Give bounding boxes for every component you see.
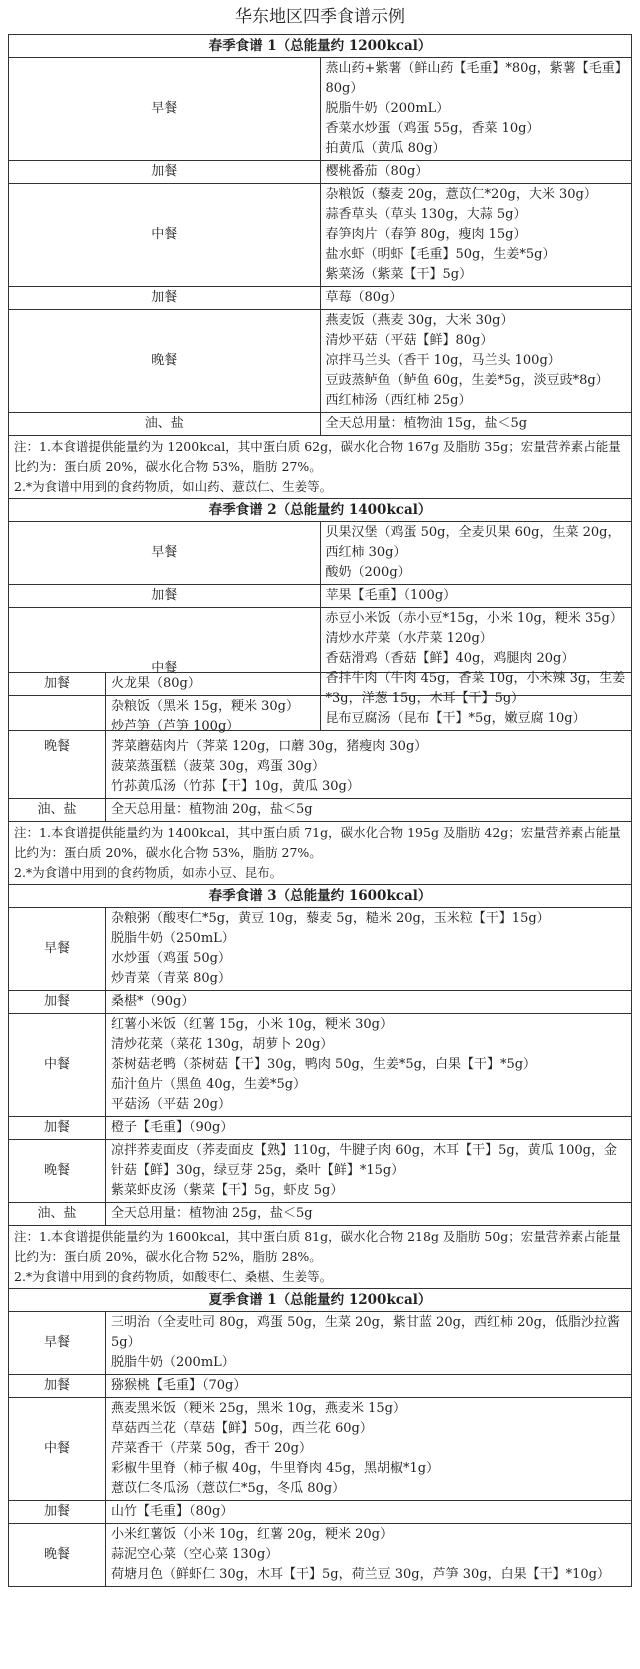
dish-item: 杂粮粥（酸枣仁*5g，黄豆 10g，藜麦 5g，糙米 20g，玉米粒【干】15g） (111, 911, 550, 926)
meal-label: 早餐 (9, 1312, 106, 1375)
meal-label: 油、盐 (9, 413, 321, 436)
dish-item: 全天总用量：植物油 15g，盐＜5g (325, 416, 528, 431)
dish-item: 薏苡仁冬瓜汤（薏苡仁*5g，冬瓜 80g） (111, 1481, 346, 1496)
meal-items (106, 1524, 632, 1587)
meal-items (320, 585, 632, 608)
dish-item: 贝果汉堡（鸡蛋 50g，全麦贝果 60g，生菜 20g，西红柿 30g） (325, 525, 621, 560)
meal-row (9, 696, 632, 799)
dish-item: 西红柿汤（西红柿 25g） (325, 393, 472, 408)
dish-item: 豆豉蒸鲈鱼（鲈鱼 60g，生姜*5g，淡豆豉*8g） (325, 373, 609, 388)
meal-row (9, 1524, 632, 1587)
dish-item: 昆布豆腐汤（昆布【干】*5g，嫩豆腐 10g） (325, 711, 586, 726)
dish-item: 香菇滑鸡（香菇【鲜】40g，鸡腿肉 20g） (325, 651, 575, 666)
dish-item: 全天总用量：植物油 25g，盐＜5g (111, 1206, 313, 1221)
dish-item: 彩椒牛里脊（柿子椒 40g，牛里脊肉 45g，黑胡椒*1g） (111, 1461, 440, 1476)
meal-label: 中餐 (9, 1398, 106, 1501)
menu-table-1 (8, 34, 632, 731)
meal-items (106, 1312, 632, 1375)
dish-item: 火龙果（80g） (111, 676, 201, 691)
note-row (9, 436, 632, 499)
meal-row (9, 673, 632, 696)
dish-item: 春笋肉片（春笋 80g，瘦肉 15g） (325, 227, 527, 242)
meal-items (106, 908, 632, 991)
note-line: 2.*为食谱中用到的食药物质，如酸枣仁、桑椹、生姜等。 (14, 1269, 333, 1284)
meal-items (106, 1375, 632, 1398)
dish-item: 山竹【毛重】（80g） (111, 1504, 234, 1519)
section-title-row (9, 1289, 632, 1312)
dish-item: 紫菜汤（紫菜【干】5g） (325, 267, 473, 282)
meal-items (106, 991, 632, 1014)
meal-label: 加餐 (9, 1501, 106, 1524)
meal-label: 早餐 (9, 58, 321, 161)
meal-label: 加餐 (9, 585, 321, 608)
dish-item: 草菇西兰花（草菇【鲜】50g，西兰花 60g） (111, 1421, 373, 1436)
dish-item: 脱脂牛奶（250mL） (111, 931, 235, 946)
note-row (9, 822, 632, 885)
meal-row (9, 413, 632, 436)
section-title: 春季食谱 2（总能量约 1400kcal） (9, 499, 632, 522)
meal-items (320, 58, 632, 161)
dish-item: 盐水虾（明虾【毛重】50g，生姜*5g） (325, 247, 556, 262)
dish-item: 竹荪黄瓜汤（竹荪【干】10g，黄瓜 30g） (111, 779, 360, 794)
meal-label: 中餐 (9, 1014, 106, 1117)
dish-item: 茶树菇老鸭（茶树菇【干】30g，鸭肉 50g，生姜*5g，白果【干】*5g） (111, 1057, 537, 1072)
dish-item: 紫菜虾皮汤（紫菜【干】5g，虾皮 5g） (111, 1183, 344, 1198)
page-title: 华东地区四季食谱示例 (235, 7, 405, 27)
dish-item: 香拌牛肉（牛肉 45g，香菜 10g，小米辣 3g，生姜*3g，洋葱 15g，木耳【干】5g） (325, 671, 626, 706)
section-title-row (9, 885, 632, 908)
meal-label: 加餐 (9, 1375, 106, 1398)
meal-label: 加餐 (9, 1117, 106, 1140)
dish-item: 酸奶（200g） (325, 565, 411, 580)
meal-label: 加餐 (9, 991, 106, 1014)
dish-item: 红薯小米饭（红薯 15g，小米 10g，粳米 30g） (111, 1017, 393, 1032)
meal-items (106, 799, 632, 822)
nutrition-note (9, 822, 632, 885)
dish-item: 苹果【毛重】（100g） (325, 588, 457, 603)
dish-item: 燕麦黑米饭（粳米 25g，黑米 10g，燕麦米 15g） (111, 1401, 406, 1416)
dish-item: 燕麦饭（燕麦 30g，大米 30g） (325, 313, 514, 328)
dish-item: 水炒蛋（鸡蛋 50g） (111, 951, 231, 966)
dish-item: 橙子【毛重】（90g） (111, 1120, 234, 1135)
note-line: 注：1.本食谱提供能量约为 1400kcal，其中蛋白质 71g，碳水化合物 195g 及脂肪 42g；宏量营养素占能量比约为：蛋白质 20%，碳水化合物 53%，脂肪 27%。 (14, 825, 621, 860)
dish-item: 全天总用量：植物油 20g，盐＜5g (111, 802, 313, 817)
meal-items (106, 1501, 632, 1524)
meal-row (9, 799, 632, 822)
meal-items (320, 522, 632, 585)
note-line: 注：1.本食谱提供能量约为 1600kcal，其中蛋白质 81g，碳水化合物 218g 及脂肪 50g；宏量营养素占能量比约为：蛋白质 20%，碳水化合物 52%，脂肪 28%。 (14, 1229, 621, 1264)
dish-item: 桑椹*（90g） (111, 994, 195, 1009)
meal-row (9, 522, 632, 585)
dish-item: 清炒平菇（平菇【鲜】80g） (325, 333, 494, 348)
section-title: 夏季食谱 1（总能量约 1200kcal） (9, 1289, 632, 1312)
dish-item: 清炒水芹菜（水芹菜 120g） (325, 631, 493, 646)
dish-item: 清炒花菜（菜花 130g，胡萝卜 20g） (111, 1037, 334, 1052)
meal-items (106, 1014, 632, 1117)
meal-row (9, 58, 632, 161)
dish-item: 三明治（全麦吐司 80g，鸡蛋 50g，生菜 20g，紫甘蓝 20g，西红柿 20g，低脂沙拉酱 5g） (111, 1315, 620, 1350)
note-line: 注：1.本食谱提供能量约为 1200kcal，其中蛋白质 62g，碳水化合物 167g 及脂肪 35g；宏量营养素占能量比约为：蛋白质 20%，碳水化合物 53%，脂肪 27%。 (14, 439, 621, 474)
meal-items (106, 673, 632, 696)
section-title: 春季食谱 1（总能量约 1200kcal） (9, 35, 632, 58)
meal-items (106, 1140, 632, 1203)
meal-items (106, 1398, 632, 1501)
meal-label: 晚餐 (9, 1524, 106, 1587)
meal-row (9, 1203, 632, 1226)
dish-item: 脱脂牛奶（200mL） (325, 101, 450, 116)
dish-item: 荠菜蘑菇肉片（荠菜 120g，口蘑 30g，猪瘦肉 30g） (111, 739, 428, 754)
nutrition-note (9, 436, 632, 499)
meal-row (9, 310, 632, 413)
meal-label: 油、盐 (9, 799, 106, 822)
meal-row (9, 1117, 632, 1140)
dish-item: 凉拌马兰头（香干 10g，马兰头 100g） (325, 353, 561, 368)
meal-row (9, 585, 632, 608)
dish-item: 平菇汤（平菇 20g） (111, 1097, 231, 1112)
meal-label: 早餐 (9, 522, 321, 585)
note-line: 2.*为食谱中用到的食药物质，如赤小豆、昆布。 (14, 865, 283, 880)
dish-item: 蒜泥空心菜（空心菜 130g） (111, 1547, 279, 1562)
meal-items (320, 161, 632, 184)
meal-items (320, 310, 632, 413)
meal-items (320, 184, 632, 287)
dish-item: 拍黄瓜（黄瓜 80g） (325, 141, 446, 156)
meal-row (9, 184, 632, 287)
dish-item: 芹菜香干（芹菜 50g，香干 20g） (111, 1441, 312, 1456)
meal-label: 加餐 (9, 287, 321, 310)
meal-row (9, 1398, 632, 1501)
dish-item: 猕猴桃【毛重】（70g） (111, 1378, 247, 1393)
meal-items (106, 1203, 632, 1226)
section-title: 春季食谱 3（总能量约 1600kcal） (9, 885, 632, 908)
dish-item: 炒芦笋（芦笋 100g） (111, 719, 240, 734)
meal-row (9, 908, 632, 991)
meal-label: 加餐 (9, 161, 321, 184)
meal-label: 中餐 (9, 184, 321, 287)
meal-items (106, 696, 632, 799)
meal-row (9, 1312, 632, 1375)
meal-label: 晚餐 (9, 310, 321, 413)
meal-label: 晚餐 (9, 696, 106, 799)
meal-row (9, 1501, 632, 1524)
dish-item: 脱脂牛奶（200mL） (111, 1355, 235, 1370)
dish-item: 蒸山药+紫薯（鲜山药【毛重】*80g，紫薯【毛重】80g） (325, 61, 622, 96)
meal-label: 中餐 (9, 608, 321, 731)
meal-label: 加餐 (9, 673, 106, 696)
meal-items (320, 287, 632, 310)
dish-item: 菠菜蒸蛋糕（菠菜 30g，鸡蛋 30g） (111, 759, 325, 774)
dish-item: 香菜水炒蛋（鸡蛋 55g，香菜 10g） (325, 121, 540, 136)
dish-item: 樱桃番茄（80g） (325, 164, 429, 179)
dish-item: 荷塘月色（鲜虾仁 30g，木耳【干】5g，荷兰豆 30g，芦笋 30g，白果【干】*10g） (111, 1567, 610, 1582)
dish-item: 蒜香草头（草头 130g，大蒜 5g） (325, 207, 527, 222)
note-row (9, 1226, 632, 1289)
menu-table-2 (8, 672, 632, 1587)
meal-row (9, 161, 632, 184)
section-title-row (9, 35, 632, 58)
meal-label: 油、盐 (9, 1203, 106, 1226)
meal-items (106, 1117, 632, 1140)
meal-label: 早餐 (9, 908, 106, 991)
meal-row (9, 287, 632, 310)
meal-row (9, 1140, 632, 1203)
dish-item: 杂粮饭（黑米 15g，粳米 30g） (111, 699, 299, 714)
section-title-row (9, 499, 632, 522)
meal-row (9, 1375, 632, 1398)
note-line: 2.*为食谱中用到的食药物质，如山药、薏苡仁、生姜等。 (14, 479, 333, 494)
dish-item: 草莓（80g） (325, 290, 403, 305)
dish-item: 小米红薯饭（小米 10g，红薯 20g，粳米 20g） (111, 1527, 393, 1542)
meal-label: 晚餐 (9, 1140, 106, 1203)
dish-item: 茄汁鱼片（黑鱼 40g，生姜*5g） (111, 1077, 307, 1092)
dish-item: 杂粮饭（藜麦 20g，薏苡仁*20g，大米 30g） (325, 187, 597, 202)
meal-row (9, 1014, 632, 1117)
meal-row (9, 991, 632, 1014)
dish-item: 赤豆小米饭（赤小豆*15g，小米 10g，粳米 35g） (325, 611, 623, 626)
dish-item: 炒青菜（青菜 80g） (111, 971, 231, 986)
dish-item: 凉拌荞麦面皮（荞麦面皮【熟】110g，牛腱子肉 60g，木耳【干】5g，黄瓜 100g，金针菇【鲜】30g，绿豆芽 25g，桑叶【鲜】*15g） (111, 1143, 617, 1178)
meal-items (320, 413, 632, 436)
nutrition-note (9, 1226, 632, 1289)
